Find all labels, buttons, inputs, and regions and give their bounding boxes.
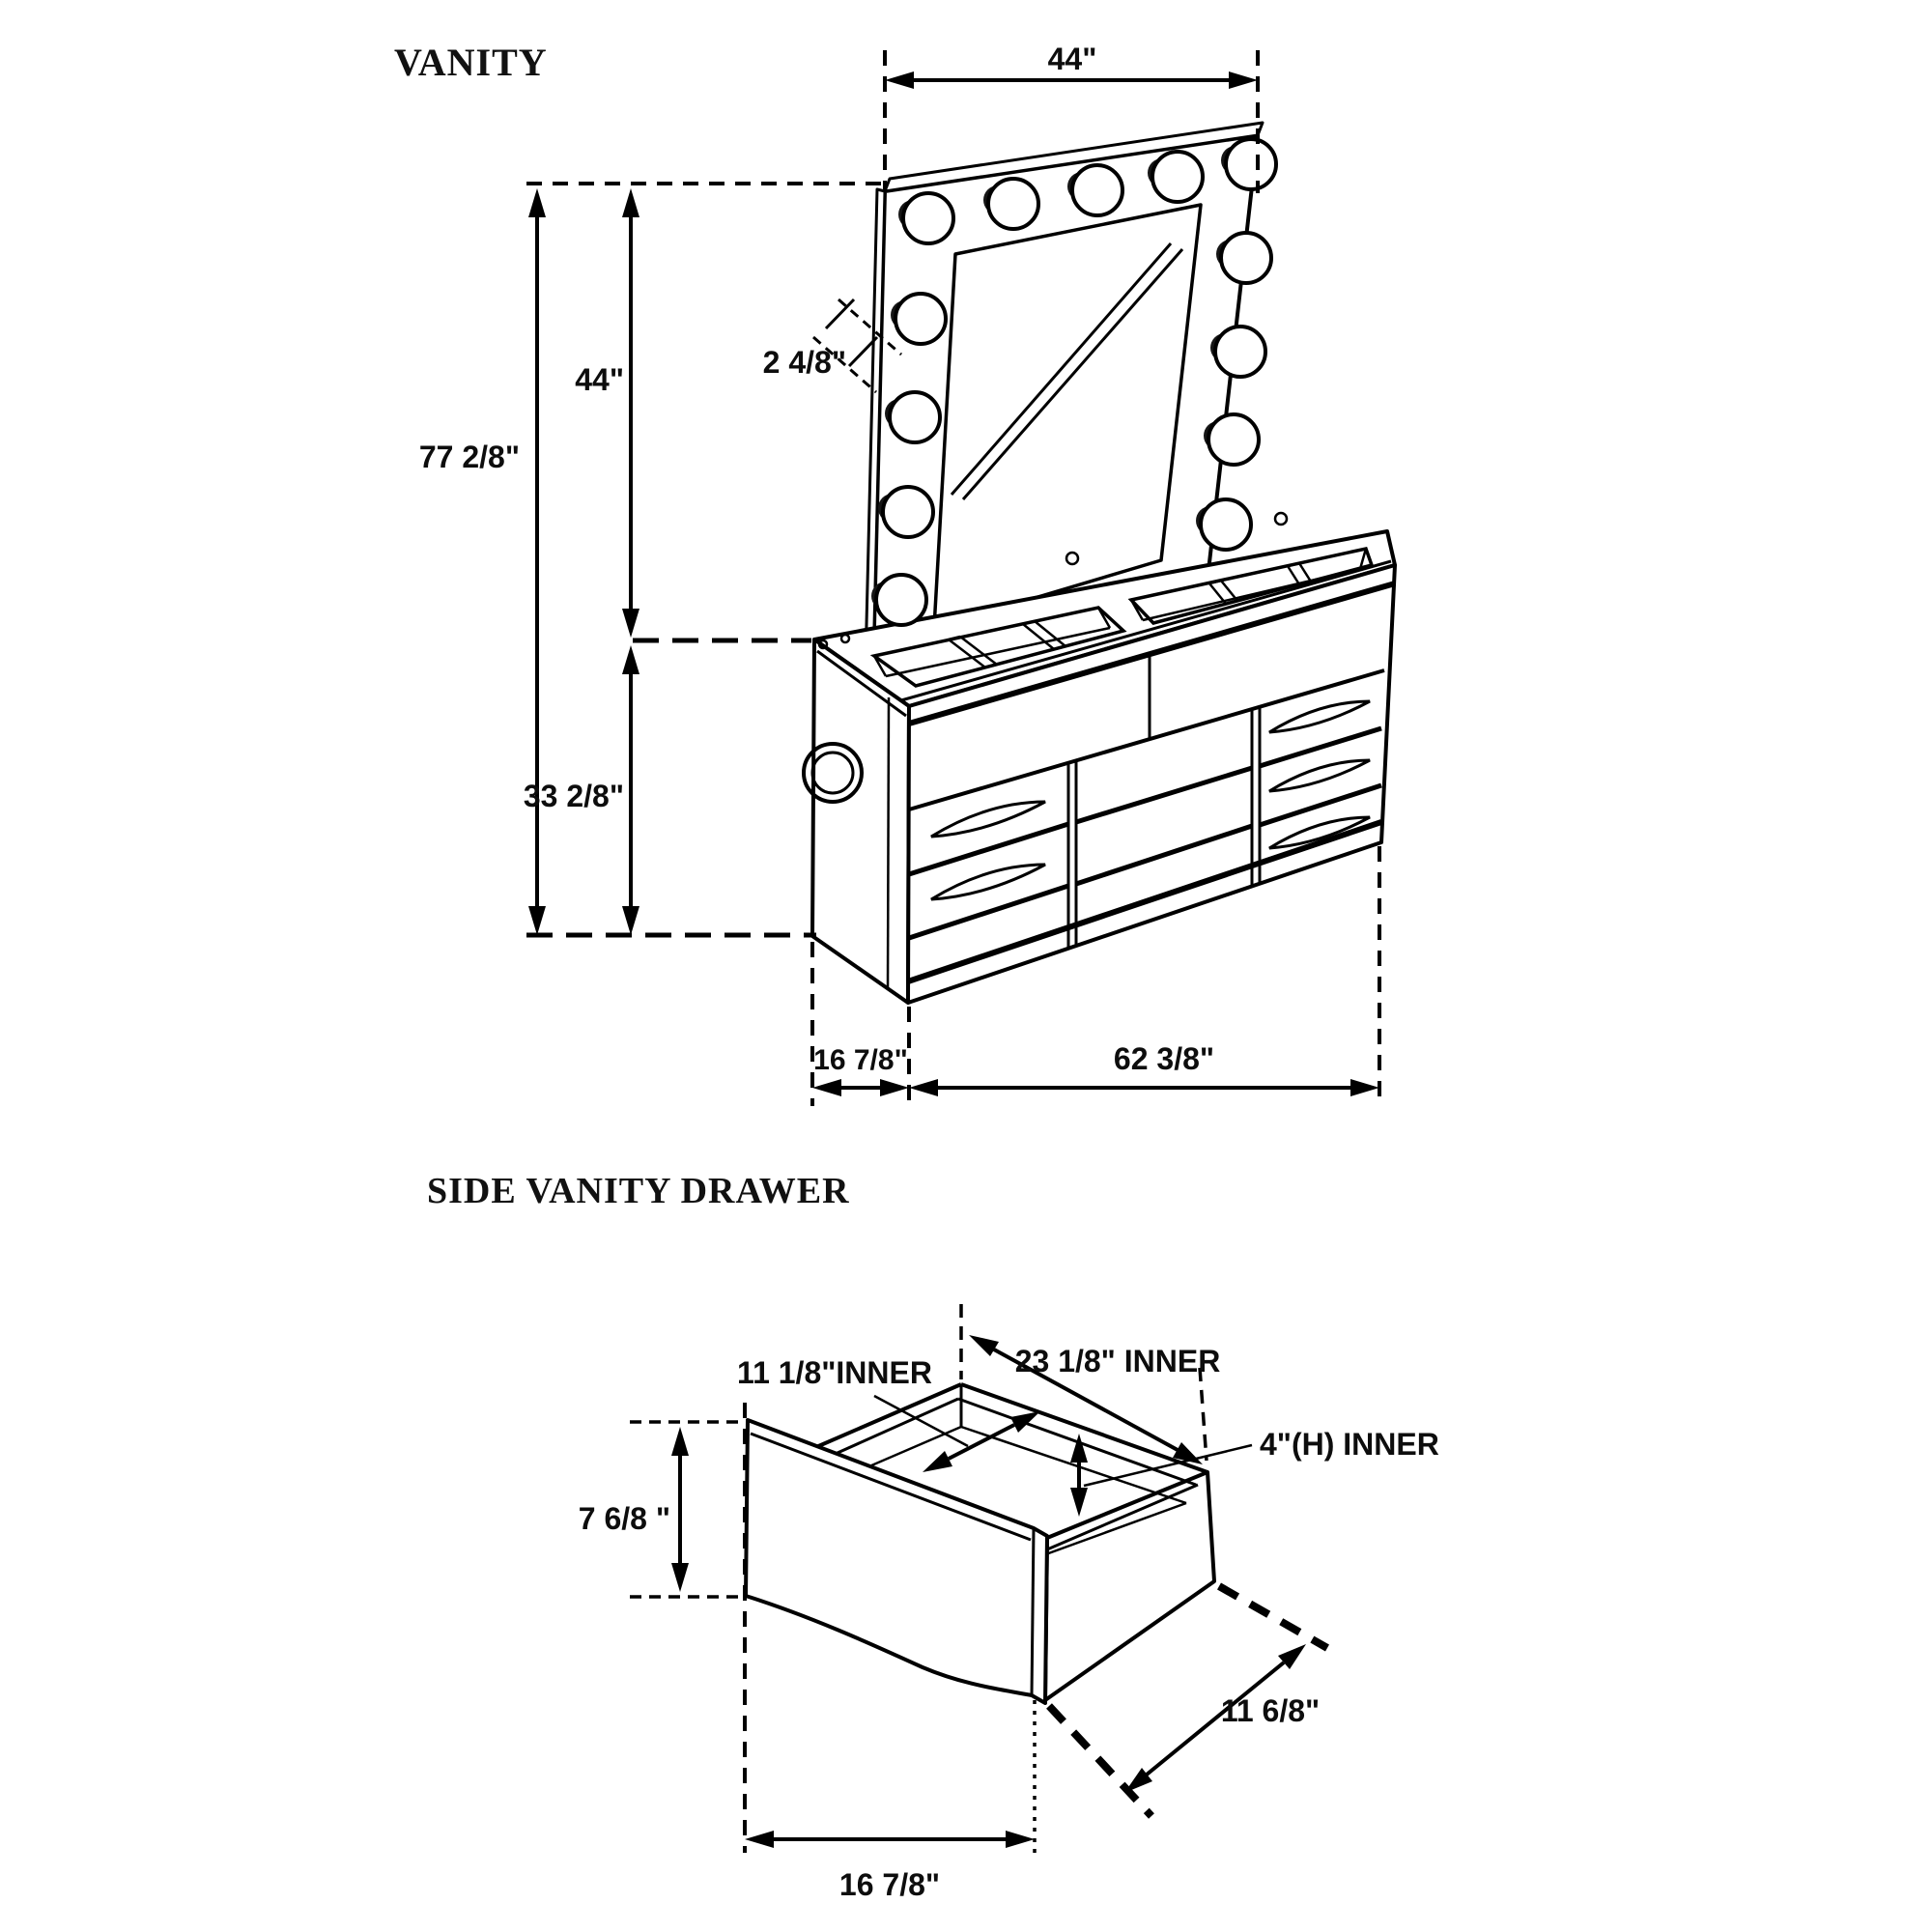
dim-front-height-label: 7 6/8 " <box>578 1501 670 1536</box>
drawer-right-wall <box>1045 1472 1214 1700</box>
dim-top-width-label: 44" <box>1047 42 1097 76</box>
dim-front-width-label: 16 7/8" <box>838 1867 941 1902</box>
dresser-side-face <box>812 639 909 1003</box>
side-drawer-title: SIDE VANITY DRAWER <box>427 1171 850 1211</box>
drawer-front-panel <box>746 1420 1047 1703</box>
dim-inner-length-label: 23 1/8" INNER <box>1014 1344 1221 1378</box>
ext-line <box>1200 1368 1207 1461</box>
dim-front-width-label: 62 3/8" <box>1113 1041 1215 1076</box>
dim-inner-height-label: 4"(H) INNER <box>1260 1427 1439 1462</box>
panel-right-inner-edge <box>1032 1528 1034 1695</box>
ext-line-bold <box>1049 1706 1151 1816</box>
dim-side-depth-label: 11 6/8" <box>1220 1693 1321 1728</box>
dim-side-depth-label: 16 7/8" <box>813 1044 908 1076</box>
vanity-title: VANITY <box>394 41 548 84</box>
dim-mirror-height-label: 44" <box>575 362 624 397</box>
dim-total-height-label: 77 2/8" <box>418 440 520 474</box>
ext-line-bold <box>1219 1586 1327 1648</box>
leader-line <box>1084 1445 1252 1486</box>
left-wall-top-outer <box>816 1384 961 1447</box>
dim-inner-width-label: 11 1/8"INNER <box>737 1355 932 1390</box>
dim-dresser-height-label: 33 2/8" <box>523 779 624 813</box>
side-front-edge-line <box>888 697 889 989</box>
top-hole <box>1275 513 1287 525</box>
dim-frame-thickness-label: 2 4/8" <box>762 345 846 380</box>
